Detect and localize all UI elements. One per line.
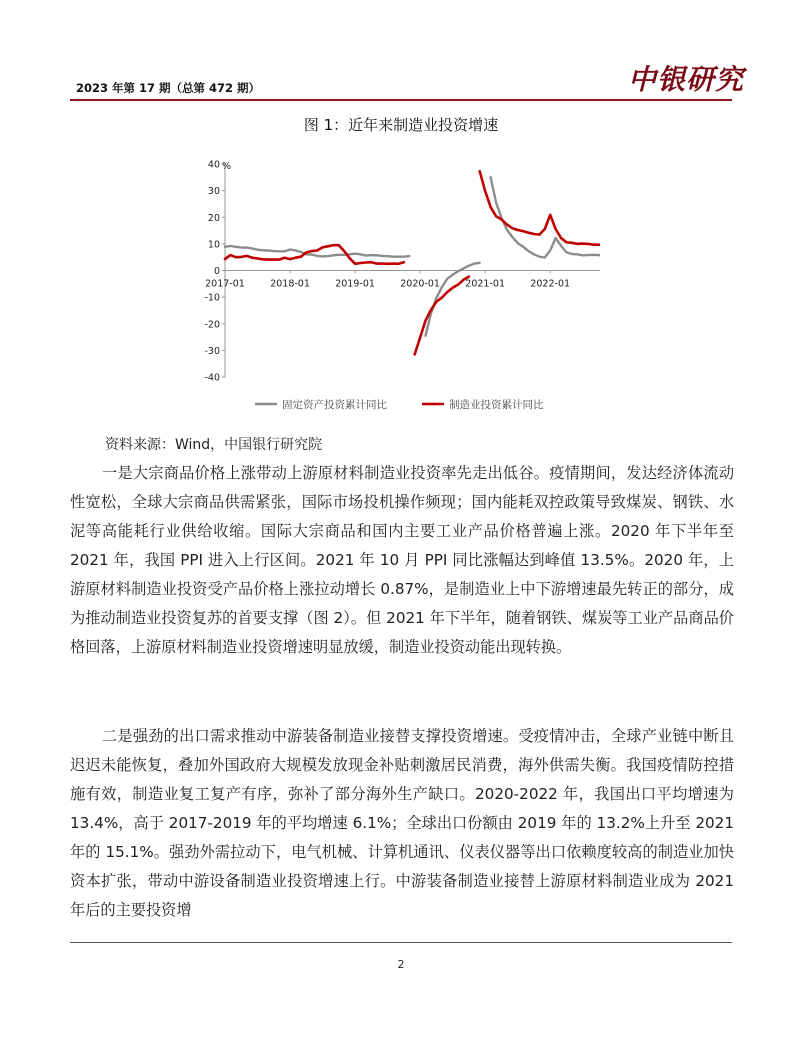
body-paragraph-1: 一是大宗商品价格上涨带动上游原材料制造业投资率先走出低谷。疫情期间，发达经济体流动性宽松，全球大宗商品供需紧张，国际市场投机操作频现；国内能耗双控政策导致煤炭、钢铁、水泥等高能耗行业供给收缩。国际大宗商品和国内主要工业产品价格普遍上涨。2020 年下半年至 2021 年，我国 PPI 进入上行区间。2021 年 10 月 PPI 同比涨幅达到峰值 13.5%。2020 年，上游原材料制造业投资受产品价格上涨拉动增长 0.87%，是制造业上中下游增速最先转正的部分，成为推动制造业投资复苏的首要支撑（图 2）。但 2021 年下半年，随着钢铁、煤炭等工业产品商品价格回落，上游原材料制造业投资增速明显放缓，制造业投资动能出现转换。 — [70, 464, 734, 656]
series-line-fixed-asset-investment — [426, 263, 480, 336]
y-tick-label: -20 — [204, 319, 220, 331]
x-tick-label: 2021-01 — [465, 278, 506, 290]
figure-title: 图 1：近年来制造业投资增速 — [303, 116, 499, 134]
chart-axes — [204, 160, 600, 384]
legend-label: 固定资产投资累计同比 — [282, 399, 387, 411]
x-tick-label: 2022-01 — [530, 278, 571, 290]
x-tick-label: 2017-01 — [205, 278, 245, 290]
y-tick-label: 20 — [207, 212, 220, 224]
y-tick-label: 0 — [213, 266, 220, 277]
y-tick-label: -40 — [204, 372, 220, 384]
y-axis-unit: % — [222, 161, 232, 172]
line-chart — [180, 152, 600, 427]
legend-label: 制造业投资累计同比 — [449, 399, 544, 411]
x-tick-label: 2019-01 — [335, 278, 375, 290]
figure-source: 资料来源：Wind，中国银行研究院 — [105, 437, 323, 453]
chart-legend — [255, 398, 544, 411]
brand-logo: 中银研究 — [628, 63, 745, 96]
y-tick-label: 30 — [207, 186, 220, 198]
page-number: 2 — [397, 958, 405, 971]
series-line-fixed-asset-investment — [491, 177, 600, 257]
x-tick-label: 2020-01 — [400, 278, 440, 290]
footer-divider — [70, 942, 732, 943]
x-tick-label: 2018-01 — [270, 278, 310, 290]
issue-label: 2023 年第 17 期（总第 472 期） — [76, 81, 261, 95]
y-tick-label: 10 — [207, 239, 220, 251]
y-tick-label: 40 — [207, 159, 220, 171]
chart-series — [225, 171, 600, 354]
body-paragraph-2: 二是强劲的出口需求推动中游装备制造业接替支撑投资增速。受疫情冲击，全球产业链中断且迟迟未能恢复，叠加外国政府大规模发放现金补贴刺激居民消费，海外供需失衡。我国疫情防控措施有效，制造业复工复产有序，弥补了部分海外生产缺口。2020-2022 年，我国出口平均增速为 13.4%，高于 2017-2019 年的平均增速 6.1%；全球出口份额由 2019 年的 13.2%上升至 2021 年的 15.1%。强劲外需拉动下，电气机械、计算机通讯、仪表仪器等出口依赖度较高的制造业加快资本扩张，带动中游设备制造业投资增速上行。中游装备制造业接替上游原材料制造业成为 2021 年后的主要投资增 — [70, 727, 734, 919]
y-tick-label: -10 — [204, 292, 220, 304]
y-tick-label: -30 — [204, 345, 220, 357]
header-divider — [70, 99, 732, 101]
